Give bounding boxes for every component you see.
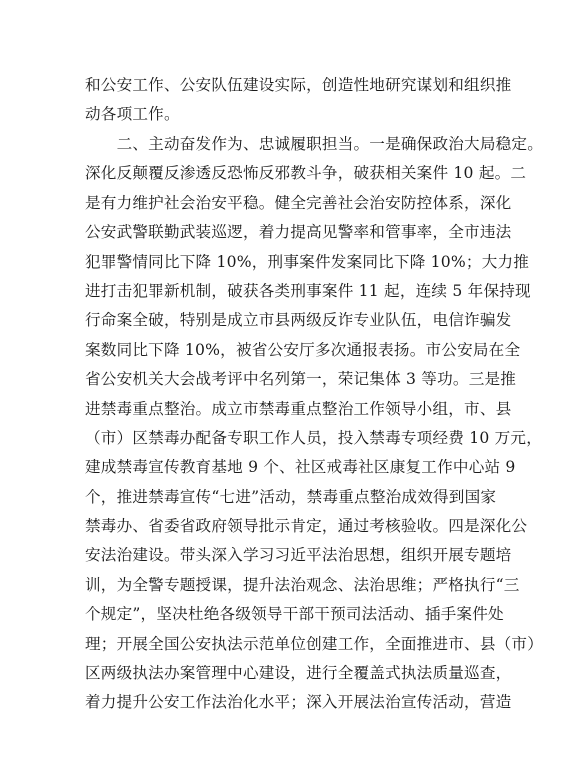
text-line: 个规定”，坚决杜绝各级领导干部干预司法活动、插手案件处 [85,605,504,624]
text-line: 禁毒办、省委省政府领导批示肯定，通过考核验收。四是深化公 [85,517,528,536]
text-line: 理；开展全国公安执法示范单位创建工作，全面推进市、县（市） [85,634,544,653]
paragraph-section-two [85,130,544,718]
text-line: 犯罪警情同比下降 10%，刑事案件发案同比下降 10%；大力推 [85,252,530,271]
text-line: 进禁毒重点整治。成立市禁毒重点整治工作领导小组，市、县 [85,399,512,418]
text-line: 动各项工作。 [85,105,180,124]
text-line: 省公安机关大会战考评中名列第一，荣记集体 3 等功。三是推 [85,370,517,389]
text-line: 二、主动奋发作为、忠诚履职担当。一是确保政治大局稳定。 [85,135,544,153]
text-line: 是有力维护社会治安平稳。健全完善社会治安防控体系，深化 [85,193,512,212]
text-line: 建成禁毒宣传教育基地 9 个、社区戒毒社区康复工作中心站 9 [85,458,516,477]
text-line: 进打击犯罪新机制，破获各类刑事案件 11 起，连续 5 年保持现 [85,281,531,300]
text-line: 行命案全破，特别是成立市县两级反诈专业队伍，电信诈骗发 [85,311,512,330]
text-line: 训，为全警专题授课，提升法治观念、法治思维；严格执行“三 [85,575,520,594]
text-line: 区两级执法办案管理中心建设，进行全覆盖式执法质量巡查， [85,664,512,683]
text-line: 着力提升公安工作法治化水平；深入开展法治宣传活动，营造 [85,693,512,712]
paragraph-continuation [85,71,512,130]
text-line: 和公安工作、公安队伍建设实际，创造性地研究谋划和组织推 [85,76,512,94]
text-line: 安法治建设。带头深入学习习近平法治思想，组织开展专题培 [85,546,512,565]
text-line: 案数同比下降 10%，被省公安厅多次通报表扬。市公安局在全 [85,340,521,359]
text-line: （市）区禁毒办配备专职工作人员，投入禁毒专项经费 10 万元， [85,428,542,447]
text-line: 个，推进禁毒宣传“七进”活动，禁毒重点整治成效得到国家 [85,487,497,506]
text-line: 深化反颠覆反渗透反恐怖反邪教斗争，破获相关案件 10 起。二 [85,164,527,183]
text-line: 公安武警联勤武装巡逻，着力提高见警率和管事率，全市违法 [85,223,512,242]
